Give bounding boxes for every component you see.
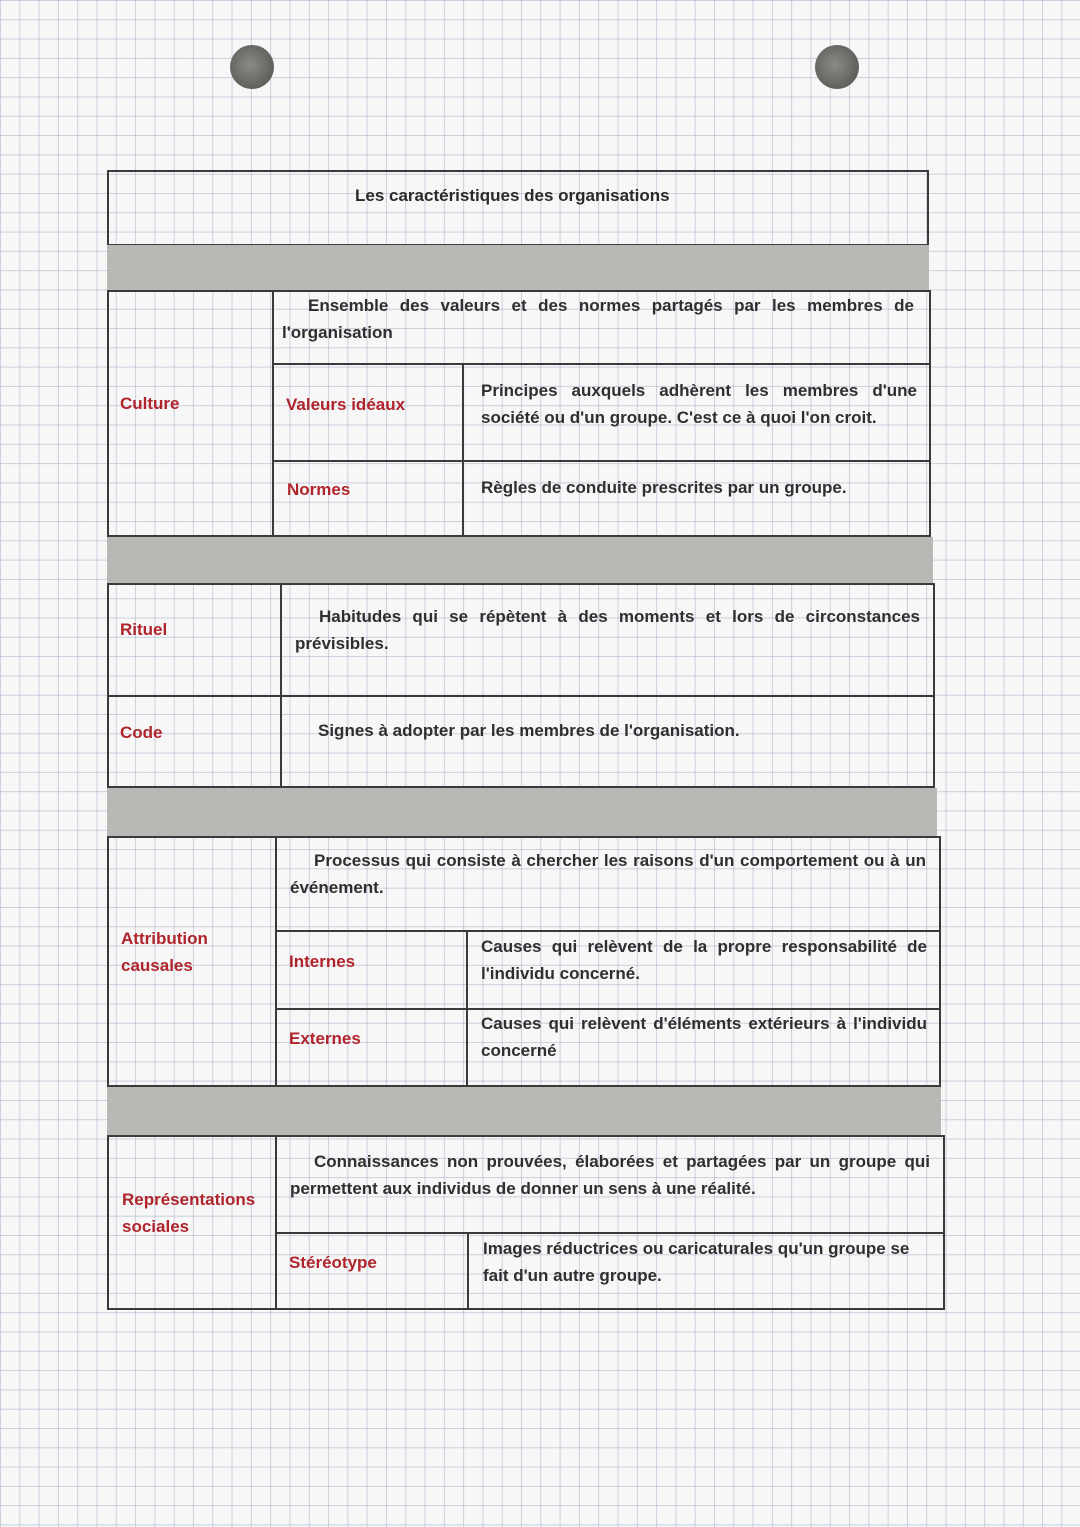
externes-definition: Causes qui relèvent d'éléments extérieurs à l'individu concerné bbox=[481, 1014, 927, 1060]
rituel-term: Rituel bbox=[120, 620, 168, 639]
rituel-definition: Habitudes qui se répètent à des moments et lors de circonstances prévisibles. bbox=[295, 607, 920, 653]
binder-hole-right bbox=[815, 45, 859, 89]
section-band bbox=[107, 788, 937, 836]
code-definition: Signes à adopter par les membres de l'organisation. bbox=[318, 721, 740, 740]
binder-hole-left bbox=[230, 45, 274, 89]
representations-definition: Connaissances non prouvées, élaborées et partagées par un groupe qui permettent aux individus de donner un sens à une réalité. bbox=[290, 1152, 930, 1198]
title-box bbox=[107, 170, 929, 246]
stereotype-definition: Images réductrices ou caricaturales qu'un groupe se fait d'un autre groupe. bbox=[483, 1239, 910, 1285]
page-title: Les caractéristiques des organisations bbox=[355, 186, 670, 205]
attribution-definition: Processus qui consiste à chercher les raisons d'un comportement ou à un événement. bbox=[290, 851, 926, 897]
culture-definition: Ensemble des valeurs et des normes partagés par les membres de l'organisation bbox=[282, 296, 914, 342]
internes-term: Internes bbox=[289, 952, 356, 971]
externes-term: Externes bbox=[289, 1029, 361, 1048]
normes-definition: Règles de conduite prescrites par un groupe. bbox=[481, 478, 847, 497]
section-band bbox=[107, 245, 929, 290]
code-term: Code bbox=[120, 723, 163, 742]
stereotype-term: Stéréotype bbox=[289, 1253, 377, 1272]
valeurs-definition: Principes auxquels adhèrent les membres d'une société ou d'un groupe. C'est ce à quoi l'on croit. bbox=[481, 381, 917, 427]
culture-term: Culture bbox=[120, 394, 180, 413]
internes-definition: Causes qui relèvent de la propre responsabilité de l'individu concerné. bbox=[481, 937, 927, 983]
attribution-term: Attribution causales bbox=[121, 929, 208, 975]
section-band bbox=[107, 1087, 941, 1135]
representations-term: Représentations sociales bbox=[122, 1190, 256, 1236]
normes-term: Normes bbox=[287, 480, 351, 499]
valeurs-term: Valeurs idéaux bbox=[286, 395, 406, 414]
section-band bbox=[107, 537, 933, 583]
